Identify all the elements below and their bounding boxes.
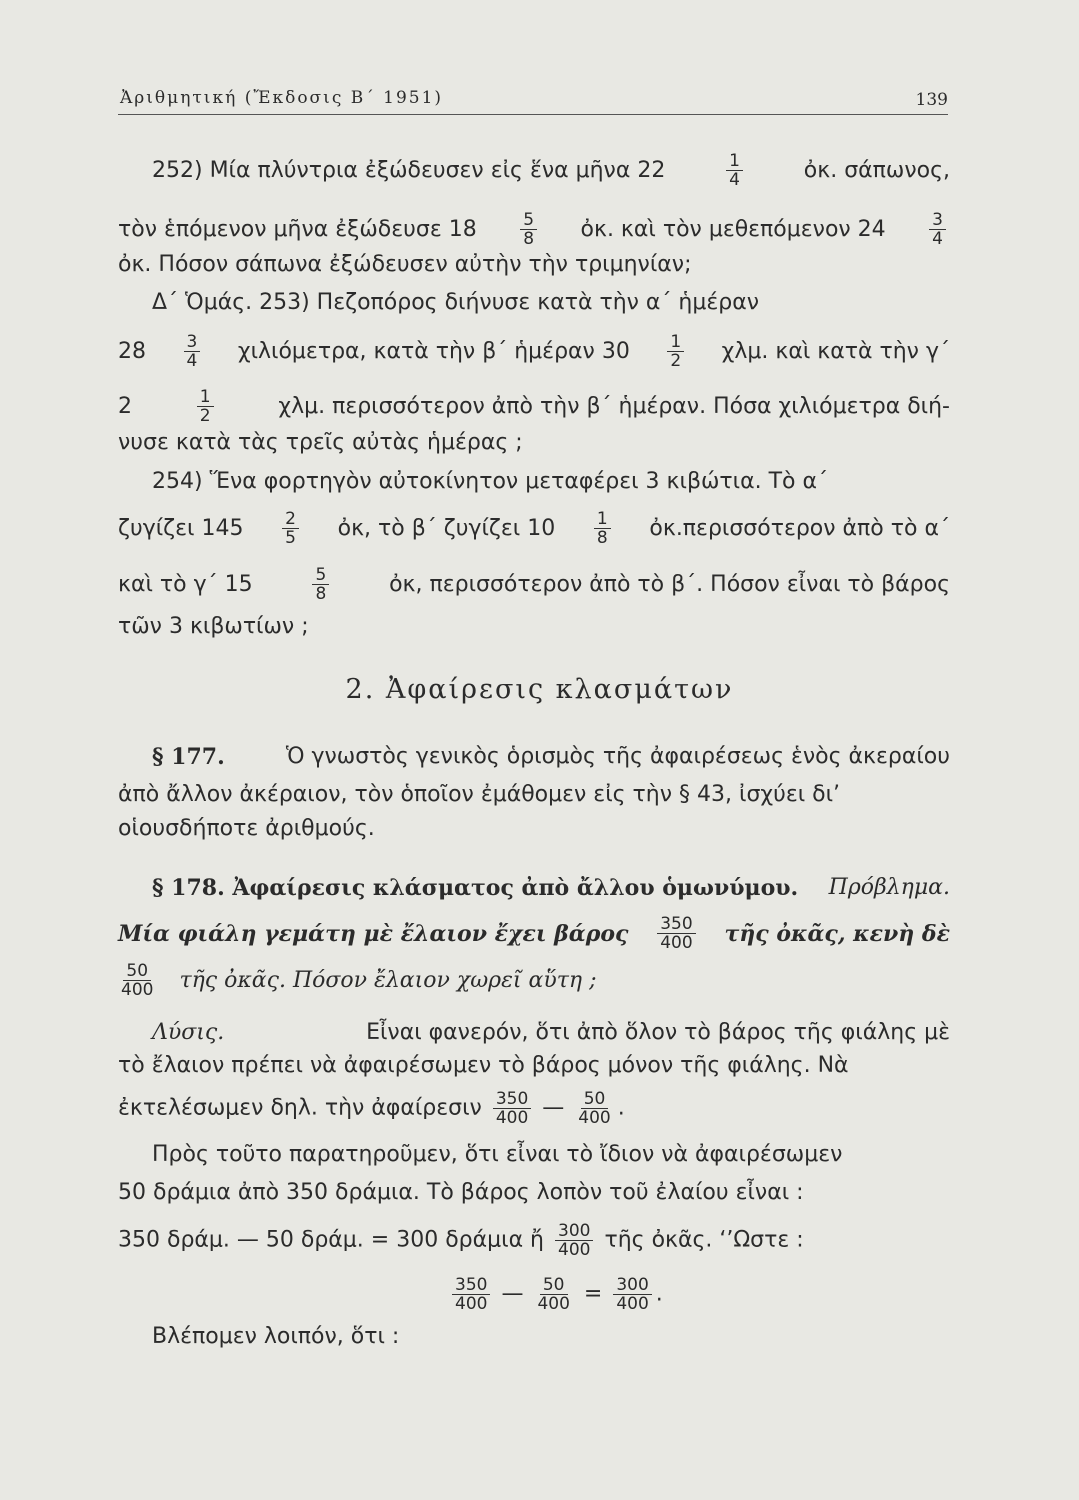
problem-253-line-1: Δ΄ Ὁμάς. 253) Πεζοπόρος διήνυσε κατὰ τὴν α΄ ἡμέραν <box>152 290 760 315</box>
problem-254-line-1: 254) Ἕνα φορτηγὸν αὐτοκίνητον μεταφέρει 3 κιβώτια. Τὸ α΄ <box>152 469 828 494</box>
solution-line-1: Λύσις. Εἶναι φανερόν, ὅτι ἀπὸ ὅλον τὸ βάρος τῆς φιάλης μὲ <box>152 1020 950 1045</box>
problem-254-line-2: ζυγίζει 145 $\frac{2}{5}$ ὀκ, τὸ β΄ ζυγίζει 10 $\frac{1}{8}$ ὀκ.περισσότερον ἀπὸ τὸ α΄ <box>118 509 950 548</box>
fraction: $\frac{350}{400}$ <box>452 1276 490 1313</box>
page-number: 139 <box>915 90 948 110</box>
observe-line-3: 350 δράμ. — 50 δράμ. = 300 δράμια ἤ $\frac{300}{400}$ τῆς ὀκᾶς. ‘’Ωστε : <box>118 1221 804 1260</box>
s178-line-1: § 178. Ἀφαίρεσις κλάσματος ἀπὸ ἄλλου ὁμωνύμου. Πρόβλημα. <box>152 875 950 901</box>
fraction: $\frac{3}{4}$ <box>929 211 946 248</box>
observe-line-1: Πρὸς τοῦτο παρατηροῦμεν, ὅτι εἶναι τὸ ἴδιον νὰ ἀφαιρέσωμεν <box>152 1142 843 1167</box>
fraction: $\frac{5}{8}$ <box>520 211 537 248</box>
fraction: $\frac{300}{400}$ <box>555 1222 593 1259</box>
final-line: Βλέπομεν λοιπόν, ὅτι : <box>152 1324 400 1349</box>
fraction: $\frac{300}{400}$ <box>613 1276 651 1313</box>
equation: $\frac{350}{400}$ — $\frac{50}{400}$ = $\frac{300}{400}$ . <box>448 1276 748 1313</box>
s177-line-1: § 177. Ὁ γνωστὸς γενικὸς ὁρισμὸς τῆς ἀφαιρέσεως ἑνὸς ἀκεραίου <box>152 744 950 770</box>
fraction: $\frac{50}{400}$ <box>578 1089 611 1128</box>
fraction: $\frac{50}{400}$ <box>537 1275 570 1314</box>
problem-253-line-2: 28 $\frac{3}{4}$ χιλιόμετρα, κατὰ τὴν β΄ ἡμέραν 30 $\frac{1}{2}$ χλμ. καὶ κατὰ τὴν γ΄ <box>118 332 950 371</box>
observe-line-2: 50 δράμια ἀπὸ 350 δράμια. Τὸ βάρος λοπὸν τοῦ ἐλαίου εἶναι : <box>118 1180 804 1205</box>
fraction: $\frac{1}{4}$ <box>726 152 743 189</box>
problem-254-line-3: καὶ τὸ γ΄ 15 $\frac{5}{8}$ ὀκ, περισσότερον ἀπὸ τὸ β΄. Πόσον εἶναι τὸ βάρος <box>118 565 950 604</box>
problem-252-line-1: 252) Μία πλύντρια ἐξώδευσεν εἰς ἕνα μῆνα 22 $\frac{1}{4}$ ὀκ. σάπωνος, <box>152 151 950 190</box>
problem-252-line-3: ὀκ. Πόσον σάπωνα ἐξώδευσεν αὐτὴν τὴν τριμηνίαν; <box>118 252 692 277</box>
fraction: $\frac{350}{400}$ <box>493 1090 531 1127</box>
problem-253-line-4: νυσε κατὰ τὰς τρεῖς αὐτὰς ἡμέρας ; <box>118 430 523 455</box>
fraction: $\frac{50}{400}$ <box>121 961 154 1000</box>
fraction: $\frac{2}{5}$ <box>282 510 299 547</box>
fraction: $\frac{3}{4}$ <box>184 333 201 370</box>
fraction: $\frac{1}{2}$ <box>197 388 214 425</box>
s177-line-3: οἱουσδήποτε ἀριθμούς. <box>118 816 375 841</box>
fraction: $\frac{5}{8}$ <box>312 566 329 603</box>
problem-252-line-2: τὸν ἑπόμενον μῆνα ἐξώδευσε 18 $\frac{5}{8}$ ὀκ. καὶ τὸν μεθεπόμενον 24 $\frac{3}{4}$ <box>118 211 950 248</box>
problem-254-line-4: τῶν 3 κιβωτίων ; <box>118 614 309 639</box>
solution-line-3: ἐκτελέσωμεν δηλ. τὴν ἀφαίρεσιν $\frac{350}{400}$ — $\frac{50}{400}$ . <box>118 1089 625 1128</box>
solution-line-2: τὸ ἔλαιον πρέπει νὰ ἀφαιρέσωμεν τὸ βάρος μόνον τῆς φιάλης. Νὰ <box>118 1053 849 1078</box>
s178-line-2: Μία φιάλη γεμάτη μὲ ἔλαιον ἔχει βάρος $\frac{350}{400}$ τῆς ὀκᾶς, κενὴ δὲ <box>118 914 950 953</box>
problem-253-line-3: 2 $\frac{1}{2}$ χλμ. περισσότερον ἀπὸ τὴν β΄ ἡμέραν. Πόσα χιλιόμετρα διή- <box>118 387 950 426</box>
fraction: $\frac{1}{2}$ <box>667 333 684 370</box>
running-header <box>118 84 948 115</box>
fraction: $\frac{1}{8}$ <box>594 510 611 547</box>
section-title: 2. Ἀφαίρεσις κλασμάτων <box>345 674 734 705</box>
s178-line-3: $\frac{50}{400}$ τῆς ὀκᾶς. Πόσον ἔλαιον χωρεῖ αὕτη ; <box>118 962 950 999</box>
fraction: $\frac{350}{400}$ <box>657 915 695 952</box>
header-title: Ἀριθμητική (Ἔκδοσις Β΄ 1951) <box>120 88 444 108</box>
s177-line-2: ἀπὸ ἄλλον ἀκέραιον, τὸν ὁποῖον ἐμάθομεν εἰς τὴν § 43, ἰσχύει δι’ <box>118 782 841 807</box>
